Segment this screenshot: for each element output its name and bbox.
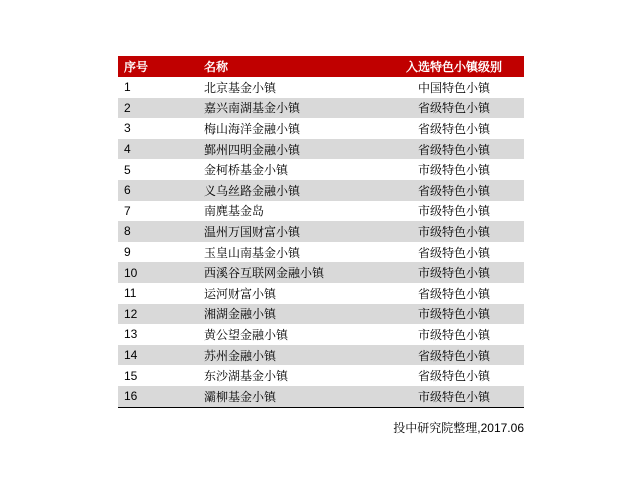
cell-name: 金柯桥基金小镇: [204, 163, 289, 178]
table-row: [118, 283, 524, 304]
table-row: [118, 221, 524, 242]
cell-level: 市级特色小镇: [417, 389, 490, 404]
cell-index: 1: [124, 80, 131, 95]
table-row: [118, 118, 524, 139]
cell-level: 省级特色小镇: [417, 348, 490, 363]
cell-name: 鄞州四明金融小镇: [204, 142, 301, 157]
cell-level: 中国特色小镇: [417, 80, 490, 95]
cell-level: 市级特色小镇: [417, 327, 490, 342]
cell-name: 黄公望金融小镇: [204, 327, 289, 342]
cell-name: 湘湖金融小镇: [204, 307, 277, 322]
cell-name: 嘉兴南湖基金小镇: [204, 101, 301, 116]
cell-name: 玉皇山南基金小镇: [204, 245, 301, 260]
table-row: [118, 345, 524, 366]
cell-name: 灞柳基金小镇: [204, 389, 277, 404]
cell-level: 省级特色小镇: [417, 121, 490, 136]
cell-name: 义乌丝路金融小镇: [204, 183, 301, 198]
cell-index: 7: [124, 203, 131, 218]
header-index: 序号: [124, 60, 149, 74]
town-table-container: [118, 56, 524, 408]
cell-index: 13: [124, 327, 138, 342]
cell-name: 温州万国财富小镇: [204, 224, 301, 239]
table-row: [118, 365, 524, 386]
cell-level: 市级特色小镇: [417, 266, 490, 281]
cell-index: 5: [124, 162, 131, 177]
cell-level: 省级特色小镇: [417, 142, 490, 157]
cell-index: 11: [124, 286, 137, 301]
cell-index: 8: [124, 224, 131, 239]
cell-index: 16: [124, 389, 138, 404]
featured-town-table: [118, 56, 524, 407]
cell-index: 9: [124, 245, 131, 260]
cell-index: 12: [124, 306, 138, 321]
table-row: [118, 304, 524, 325]
cell-level: 省级特色小镇: [417, 286, 490, 301]
table-row: [118, 386, 524, 407]
table-row: [118, 77, 524, 98]
table-row: [118, 98, 524, 119]
cell-name: 西溪谷互联网金融小镇: [204, 266, 325, 281]
cell-index: 15: [124, 368, 138, 383]
cell-level: 省级特色小镇: [417, 183, 490, 198]
table-row: [118, 324, 524, 345]
cell-name: 梅山海洋金融小镇: [204, 121, 301, 136]
table-row: [118, 242, 524, 263]
cell-level: 省级特色小镇: [417, 101, 490, 116]
cell-name: 东沙湖基金小镇: [204, 369, 289, 384]
table-row: [118, 159, 524, 180]
header-name: 名称: [204, 60, 229, 74]
cell-index: 6: [124, 183, 131, 198]
cell-level: 市级特色小镇: [417, 224, 490, 239]
table-header-row: [118, 56, 524, 77]
table-row: [118, 201, 524, 222]
table-row: [118, 180, 524, 201]
cell-index: 14: [124, 348, 138, 363]
cell-level: 市级特色小镇: [417, 307, 490, 322]
cell-name: 南麂基金岛: [204, 204, 265, 219]
cell-index: 10: [124, 265, 138, 280]
cell-level: 省级特色小镇: [417, 369, 490, 384]
header-level: 入选特色小镇级别: [405, 60, 502, 74]
cell-level: 市级特色小镇: [417, 204, 490, 219]
cell-index: 2: [124, 100, 131, 115]
cell-name: 苏州金融小镇: [204, 348, 277, 363]
source-note: 投中研究院整理,2017.06: [393, 421, 524, 435]
cell-index: 4: [124, 142, 131, 157]
cell-level: 省级特色小镇: [417, 245, 490, 260]
table-row: [118, 139, 524, 160]
cell-name: 运河财富小镇: [204, 286, 277, 301]
cell-name: 北京基金小镇: [204, 80, 277, 95]
cell-index: 3: [124, 121, 131, 136]
table-row: [118, 262, 524, 283]
table-bottom-rule: [118, 407, 524, 408]
cell-level: 市级特色小镇: [417, 163, 490, 178]
